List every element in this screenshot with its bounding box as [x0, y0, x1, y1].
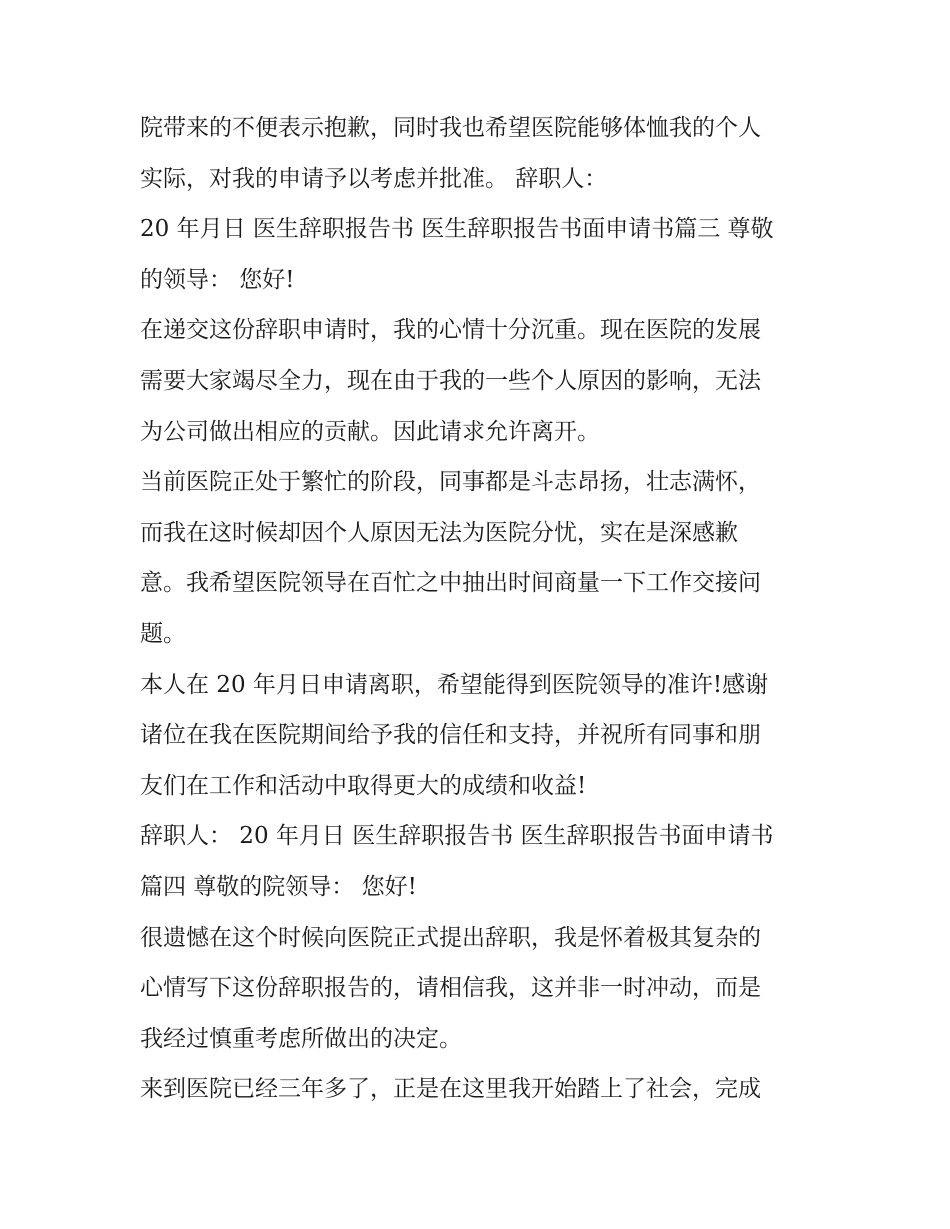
text-line: 很遗憾在这个时候向医院正式提出辞职，我是怀着极其复杂的: [140, 924, 761, 951]
text-line: 篇四 尊敬的院领导： 您好!: [140, 873, 417, 900]
text-line: 当前医院正处于繁忙的阶段，同事都是斗志昂扬，壮志满怀，: [140, 469, 761, 496]
text-line: 我经过慎重考虑所做出的决定。: [140, 1025, 462, 1052]
text-line: 来到医院已经三年多了，正是在这里我开始踏上了社会，完成: [140, 1076, 761, 1103]
text-line: 20 年月日 医生辞职报告书 医生辞职报告书面申请书篇三 尊敬: [140, 216, 774, 243]
text-line: 意。我希望医院领导在百忙之中抽出时间商量一下工作交接问: [140, 570, 761, 597]
text-line: 本人在 20 年月日申请离职，希望能得到医院领导的准许!感谢: [140, 671, 769, 698]
text-line: 诸位在我在医院期间给予我的信任和支持，并祝所有同事和朋: [140, 722, 761, 749]
text-line: 辞职人： 20 年月日 医生辞职报告书 医生辞职报告书面申请书: [140, 823, 774, 850]
text-line: 院带来的不便表示抱歉，同时我也希望医院能够体恤我的个人: [140, 115, 761, 141]
text-line: 题。: [140, 620, 186, 647]
text-line: 为公司做出相应的贡献。因此请求允许离开。: [140, 418, 600, 445]
text-line: 在递交这份辞职申请时，我的心情十分沉重。现在医院的发展: [140, 317, 761, 344]
text-line: 友们在工作和活动中取得更大的成绩和收益!: [140, 772, 587, 799]
text-line: 的领导： 您好!: [140, 266, 295, 293]
document-body: [140, 103, 820, 1115]
text-line: 心情写下这份辞职报告的，请相信我，这并非一时冲动，而是: [140, 975, 761, 1002]
text-line: 实际，对我的申请予以考虑并批准。 辞职人：: [140, 165, 608, 192]
text-line: 需要大家竭尽全力，现在由于我的一些个人原因的影响，无法: [140, 367, 761, 394]
text-line: 而我在这时候却因个人原因无法为医院分忧，实在是深感歉: [140, 519, 738, 546]
